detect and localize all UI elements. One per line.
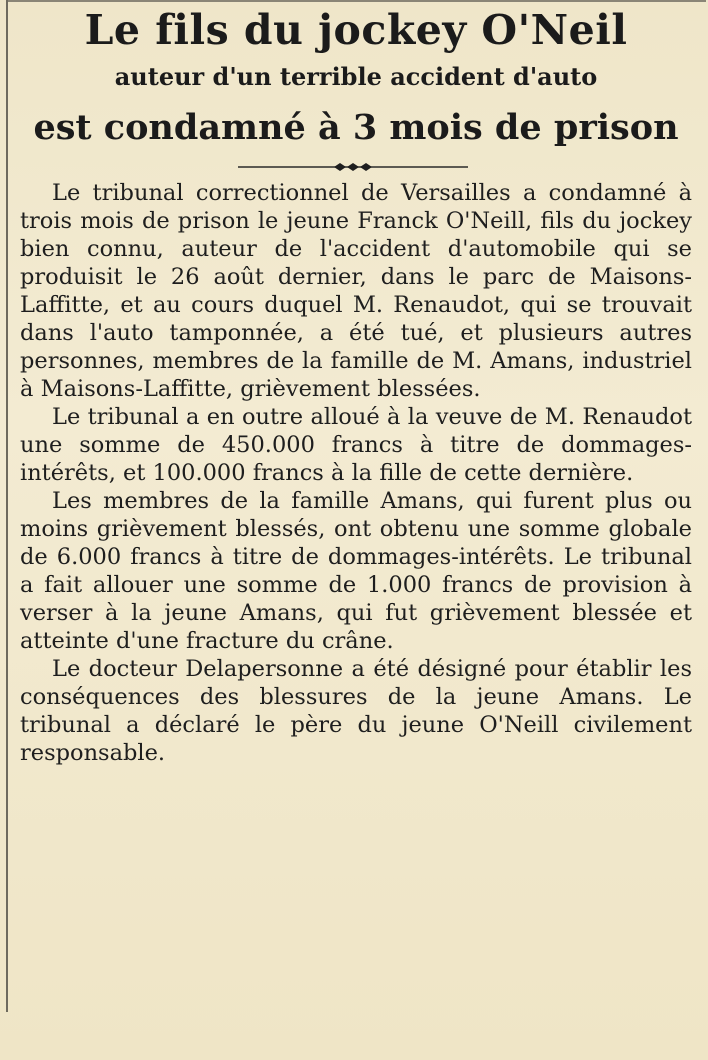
top-border-rule: [6, 0, 706, 2]
left-border-rule: [6, 0, 8, 1012]
article-paragraph-4: Le docteur Delapersonne a été désigné pour établir les conséquences des blessures de la jeune Amans. Le tribunal a déclaré le père du jeune O'Neill civilement responsable.: [20, 656, 692, 766]
headline-verdict: est condamné à 3 mois de prison: [33, 107, 679, 148]
article-paragraph-2: Le tribunal a en outre alloué à la veuve de M. Renaudot une somme de 450.000 francs à titre de dommages-intérêts, et 100.000 francs à la fille de cette dernière.: [20, 404, 692, 486]
article-paragraph-3: Les membres de la famille Amans, qui furent plus ou moins grièvement blessés, ont obtenu une somme globale de 6.000 francs à titre de dommages-intérêts. Le tribunal a fait allouer une somme de 1.000 francs de provision à verser à la jeune Amans, qui fut grièvement blessée et atteinte d'une fracture du crâne.: [20, 488, 692, 654]
ornament-divider-icon: [238, 160, 468, 174]
headline-subtitle: auteur d'un terrible accident d'auto: [114, 62, 598, 91]
headline-main: Le fils du jockey O'Neil: [84, 6, 628, 54]
article-body: [20, 179, 692, 767]
article-paragraph-1: Le tribunal correctionnel de Versailles a condamné à trois mois de prison le jeune Franck O'Neill, fils du jockey bien connu, auteur de l'accident d'automobile qui se produisit le 26 août dernier, dans le parc de Maisons-Laffitte, et au cours duquel M. Renaudot, qui se trouvait dans l'auto tamponnée, a été tué, et plusieurs autres personnes, membres de la famille de M. Amans, industriel à Maisons-Laffitte, grièvement blessées.: [20, 180, 692, 402]
